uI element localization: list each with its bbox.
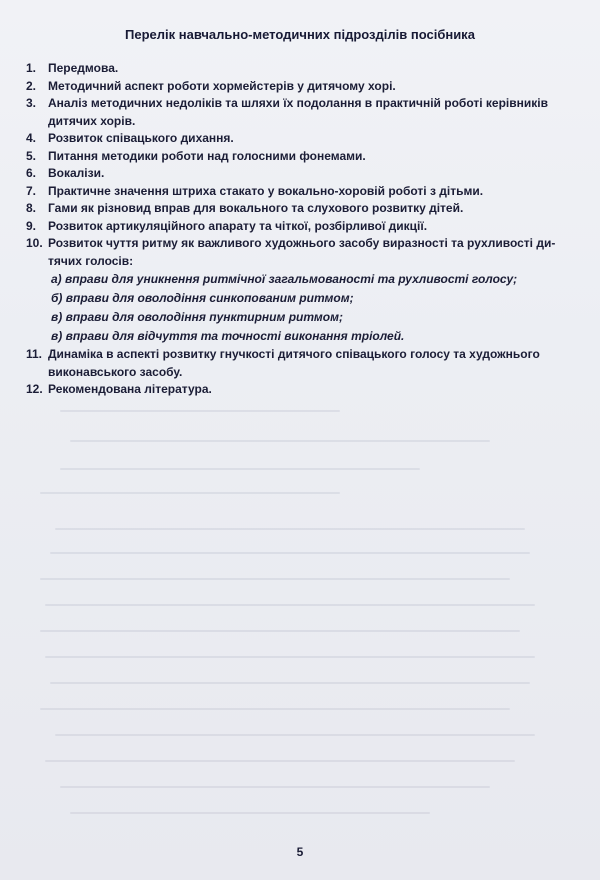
item-number: 12. — [26, 382, 43, 396]
item-number: 1. — [26, 61, 37, 75]
list-item — [26, 148, 576, 166]
list-item — [26, 165, 576, 183]
item-number: 9. — [26, 218, 37, 233]
item-text: Гами як різновид вправ для вокального та слухового розвитку дітей. — [48, 201, 464, 215]
item-text: Передмова. — [48, 61, 119, 75]
subitem-d: в) вправи для відчуття та точності виконання тріолей. — [51, 329, 405, 343]
list-item — [26, 130, 576, 148]
list-item — [26, 381, 576, 399]
item-text: Динаміка в аспекті розвитку гнучкості дитячого співацького голосу та художнього виконавського засобу. — [48, 347, 540, 379]
item-number: 6. — [26, 166, 37, 180]
item-text: Розвиток артикуляційного апарату та чіткої, розбірливої дикції. — [48, 218, 428, 233]
page-title: Перелік навчально-методичних підрозділів посібника — [125, 27, 475, 42]
subitem-a: а) вправи для уникнення ритмічної загальмованості та рухливості голосу; — [51, 272, 518, 286]
item-number: 5. — [26, 148, 37, 163]
item-number: 7. — [26, 183, 37, 198]
list-item — [26, 60, 576, 78]
item-text: Вокалізи. — [48, 166, 105, 180]
list-item — [26, 218, 576, 236]
toc-list — [26, 60, 576, 399]
subitem-b: б) вправи для оволодіння синкопованим ритмом; — [51, 291, 354, 305]
item-number: 3. — [26, 96, 37, 110]
item-number: 4. — [26, 131, 37, 145]
item-text: Методичний аспект роботи хормейстерів у дитячому хорі. — [48, 78, 396, 93]
item-number: 2. — [26, 78, 37, 93]
item-number: 11. — [26, 347, 43, 361]
list-item — [26, 346, 576, 381]
subitem-c: в) вправи для оволодіння пунктирним ритмом; — [51, 310, 343, 324]
item-text: Практичне значення штриха стакато у вокально-хоровій роботі з дітьми. — [48, 183, 484, 198]
list-item — [26, 200, 576, 218]
item-text: Аналіз методичних недоліків та шляхи їх подолання в практичній роботі керівників дитячих хорів. — [48, 96, 548, 128]
list-item — [26, 95, 576, 130]
list-item — [26, 78, 576, 96]
item-text: Розвиток співацького дихання. — [48, 131, 234, 145]
item-number: 10. — [26, 236, 43, 250]
list-item — [26, 183, 576, 201]
list-item — [26, 235, 576, 346]
page-number: 5 — [296, 845, 304, 859]
item-text: Питання методики роботи над голосними фонемами. — [48, 148, 366, 163]
item-text: Рекомендована література. — [48, 382, 212, 396]
item-text: Розвиток чуття ритму як важливого художнього засобу виразності та рухливості ди-тячих голосів: — [48, 236, 556, 268]
item-number: 8. — [26, 201, 37, 215]
